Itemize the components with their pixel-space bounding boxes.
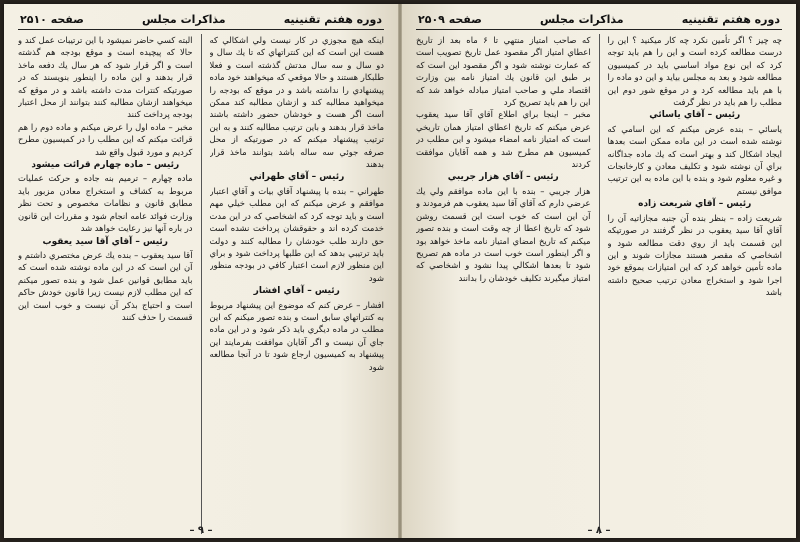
paragraph: افشار – عرض كنم كه موضوع اين پيشنهاد مربوط به كنتراتهاي سابق است و بنده تصور ميكنم كه اين مطلب در ماده ديگري بايد ذكر شود و در اين ماده جاي آن نيست و اگر آقايان موافقت بفرمايند اين پيشنهاد به كميسيون ارجاع شود تا در آنجا مطالعه شود xyxy=(209,299,384,372)
left-page-footer-number: – ۹ – xyxy=(189,525,213,536)
paragraph: هزار جريبي – بنده با اين ماده موافقم ولي يك عرضي دارم كه آقاي آقا سيد يعقوب هم فرمودند و آن اين است كه خوب است اين قسمت روشن شود كه تاريخ اعطا از چه وقت است و بنده تصور ميكنم كه تاريخ امضاي امتياز نامه ماخذ خواهد بود و اگر اينطور است خوب است در ماده هم تصريح شود تا بعدها اشكالي پيدا نشود و اشخاصي كه امتياز ميگيرند تكليف خودشان را بدانند xyxy=(416,185,591,283)
left-page-header xyxy=(18,10,384,30)
left-header-title: مذاكرات مجلس xyxy=(141,12,226,26)
speaker-heading: رئيس – ماده چهارم قرائت ميشود xyxy=(31,160,180,171)
paragraph: آقا سيد يعقوب – بنده يك عرض مختصري داشتم و آن اين است كه در اين ماده نوشته شده است كه بايد مطابق قوانين عمل شود و بنده تصور ميكنم كه اين مطلب لازم نيست زيرا قانون خودش حاكم است و احتياج بذكر آن نيست و خوب است اين قسمت را حذف كنند xyxy=(18,249,193,322)
right-page xyxy=(402,4,796,538)
speaker-heading: رئيس – آقاي شريعت زاده xyxy=(638,199,752,210)
right-header-title: مذاكرات مجلس xyxy=(539,12,624,26)
right-header-session: دوره هفتم تقنينيه xyxy=(681,12,780,26)
paragraph: شريعت زاده – بنظر بنده آن جنبه مجازاتيه آن را آقاي آقا سيد يعقوب در نظر گرفتند در صورتيكه اين قسمت بايد از روي دقت مطالعه شود و اشخاصي كه مقصر هستند مجازات شوند و اين ماده تأمين خواهد كرد كه اين امتيازات بموقع خود اجرا شود و استخراج معادن ترتيب صحيح داشته باشد xyxy=(607,212,782,298)
paragraph: كه صاحب امتياز منتهي تا ۶ ماه بعد از تاريخ اعطاي امتياز اگر مقصود عمل تاريخ تصويب است كه عمارت نوشته شود و اگر مقصود اين است كه بر طبق اين قانون يك امتياز نامه بين وزارت اقتصاد ملي و صاحب امتياز مبادله خواهد شد كه اين را هم بايد تصريح كرد xyxy=(416,35,591,108)
right-page-right-column xyxy=(608,34,783,534)
left-page xyxy=(4,4,398,538)
right-header-page-number: صفحه ۲۵۰۹ xyxy=(418,12,482,26)
paragraph: ماده چهارم – ترميم بنه جاده و حركت عمليات مربوط به كشاف و استخراج معادن مزبور بايد مطابق قانون و نظامات مخصوص و تحت نظر وزارت فوائد عامه انجام شود و مقررات اين قانون در باره آنها نيز رعايت خواهد شد xyxy=(18,173,193,234)
paragraph: چه چيز ؟ اگر تأمين نكرد چه كار ميكنيد ؟ اين را درست مطالعه كرده است و اين را هم بايد توجه كرد كه اين نوع مواد اساسي بايد در كميسيون مطالعه شود و بعد به مجلس بيايد و اين دو ماده را با هم بايد مطالعه كرد و در موقع شور دوم اين مطلب را هم بايد در نظر گرفت xyxy=(607,35,782,108)
left-header-page-number: صفحه ۲۵۱۰ xyxy=(20,12,84,26)
right-page-header xyxy=(416,10,782,30)
left-header-session: دوره هفتم تقنينيه xyxy=(283,12,382,26)
paragraph: البته كسي حاضر نميشود با اين ترتيبات عمل كند و حالا كه پيچيده است و موقع بودجه هم گذشته است و اگر قرار شود كه هر سال يك دفعه ماخذ قرار بدهند و اين ماده را اينطور بنويسند كه در صورتيكه كنترات مدت داشته باشد و در موقع كه ميخواهند ازشان مطالبه كنند بتوانند از محل اعتبار بودجه پرداخت كنند xyxy=(18,35,193,120)
left-page-right-column xyxy=(210,34,385,534)
paragraph: مخبر – اينجا براي اطلاع آقاي آقا سيد يعقوب عرض ميكنم كه تاريخ اعطاي امتياز همان تاريخي است كه امتياز نامه امضاء ميشود و اين مطلب در كميسيون هم مطرح شد و همه آقايان موافقت كردند xyxy=(416,109,591,170)
speaker-heading: رئيس – آقاي افشار xyxy=(253,286,340,297)
right-page-left-column xyxy=(416,34,591,534)
left-page-left-column xyxy=(18,34,193,534)
left-page-columns xyxy=(18,34,384,534)
column-divider xyxy=(201,34,202,534)
paragraph: ياسائي – بنده عرض ميكنم كه اين اسامي كه نوشته شده است در اين ماده ممكن است بعدها ايجاد اشكال كند و بهتر است كه يك ماده جداگانه براي آن نوشته شود و تكليف معادن و كارخانجات و غيره معلوم شود و بنده با اين ماده به اين ترتيب موافق نيستم xyxy=(607,123,782,196)
paragraph: طهراني – بنده با پيشنهاد آقاي بيات و آقاي اعتبار موافقم و عرض ميكنم كه اين مطلب خيلي مهم است و بايد توجه كرد كه اشخاصي كه در اين مدت خدمت كرده اند و حقوقشان پرداخت نشده است حق دارند طلب خودشان را مطالبه كنند و دولت بايد ترتيبي بدهد كه اين طلبها پرداخت شود و براي اين منظور لازم است اعتبار كافي در بودجه منظور شود xyxy=(209,185,384,283)
open-book xyxy=(4,4,796,538)
speaker-heading: رئيس – آقاي طهراني xyxy=(249,172,345,183)
right-page-columns xyxy=(416,34,782,534)
right-page-footer-number: – ۸ – xyxy=(587,525,611,536)
speaker-heading: رئيس – آقاي آقا سيد يعقوب xyxy=(42,236,168,247)
column-divider xyxy=(599,34,600,534)
paragraph: اينكه هيچ مجوزي در كار نيست ولي اشكالي كه هست اين است كه اين كنتراتهاي كه تا يك سال و دو سال و سه سال مدتش گذشته است و فعلا طلبكار هستند و حالا موقعي كه ميخواهند خود ماده پيشنهادي را نداشته باشد و در موقع كه بودجه را ميخواهيد مطالبه كند و ازشان مطالبه كند ممكن است اگر هست و خودشان حضور داشته باشند ماخذ قرار بدهند و باين ترتيب مطالبه كنند و به اين ترتيب پيشنهاد ميكنم كه در صورتيكه از محل صرفه جوئي سه ساله باشد بتوانند ماخذ قرار بدهند xyxy=(209,35,384,170)
speaker-heading: رئيس – آقاي ياسائي xyxy=(649,110,741,121)
speaker-heading: رئيس – آقاي هزار جريبي xyxy=(447,172,559,183)
paragraph: مخبر – ماده اول را عرض ميكنم و ماده دوم را هم قرائت ميكنم كه اين مطلب را در كميسيون مطرح كرديم و مورد قبول واقع شد xyxy=(18,121,193,157)
